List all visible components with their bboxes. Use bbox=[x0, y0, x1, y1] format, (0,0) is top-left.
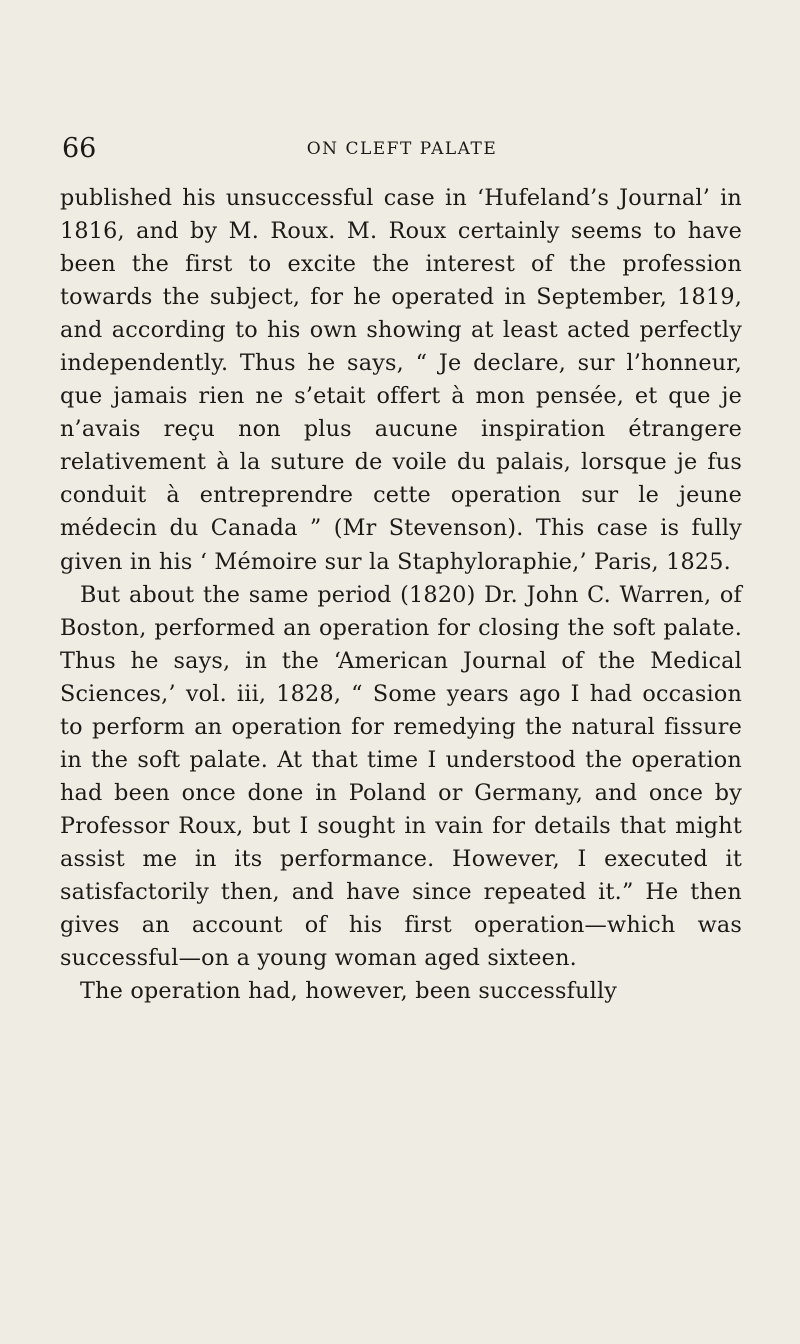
running-title: ON CLEFT PALATE bbox=[306, 139, 498, 159]
page-number: 66 bbox=[62, 133, 97, 164]
paragraph-3: The operation had, however, been successfully bbox=[80, 978, 618, 1005]
paragraph-1: published his unsuccessful case in ‘Hufeland’s Journal’ in 1816, and by M. Roux. M. Roux certainly seems to have been the first to excite the interest of the profession towards the subject, for he operated in September, 1819, and according to his own showing at least acted perfectly independently. Thus he says, “ Je declare, sur l’honneur, que jamais rien ne s’etait offert à mon pensée, et que je n’avais reçu non plus aucune inspiration étrangere relativement à la suture de voile du palais, lorsque je fus conduit à entreprendre cette operation sur le jeune médecin du Canada ” (Mr Stevenson). This case is fully given in his ‘ Mémoire sur la Staphyloraphie,’ Paris, 1825. bbox=[60, 185, 742, 575]
body-text bbox=[60, 182, 742, 1008]
paragraph-2: But about the same period (1820) Dr. John C. Warren, of Boston, performed an operation for closing the soft palate. Thus he says, in the ‘American Journal of the Medical Sciences,’ vol. iii, 1828, “ Some years ago I had occasion to perform an operation for remedying the natural fissure in the soft palate. At that time I understood the operation had been once done in Poland or Germany, and once by Professor Roux, but I sought in vain for details that might assist me in its performance. However, I executed it satisfactorily then, and have since repeated it.” He then gives an account of his first operation—which was successful—on a young woman aged sixteen. bbox=[60, 581, 742, 972]
page-header bbox=[62, 132, 742, 166]
